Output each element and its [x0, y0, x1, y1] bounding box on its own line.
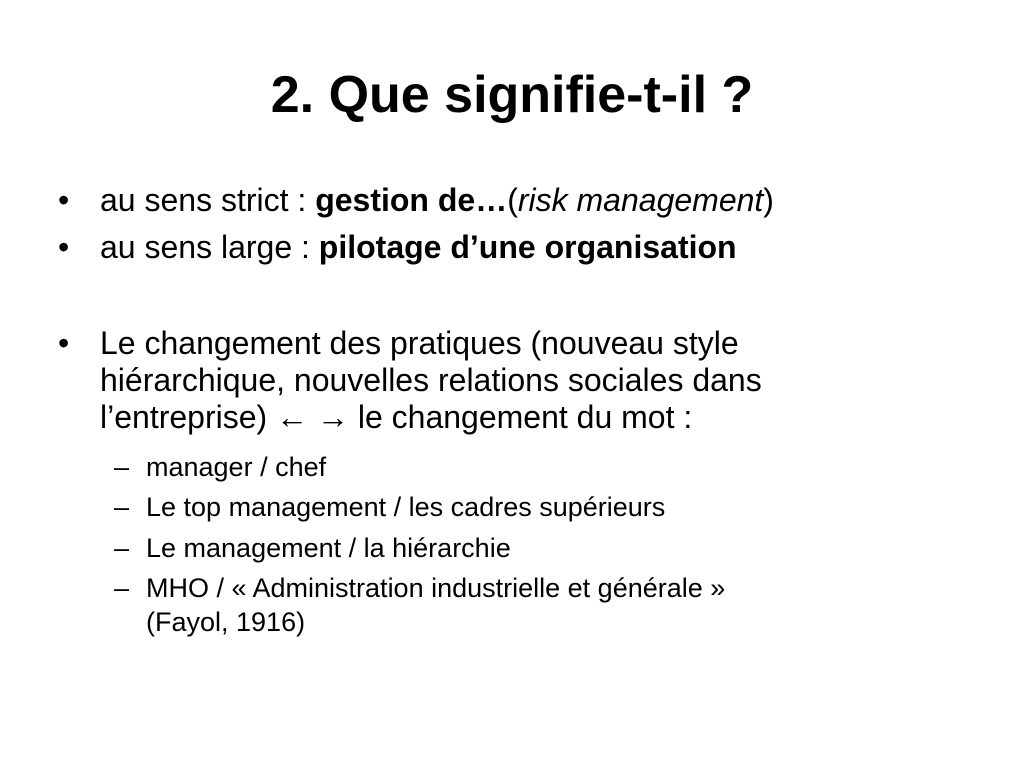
bullet-text: au sens strict :	[100, 182, 316, 218]
arrow-right-icon: →	[316, 399, 349, 435]
sub-item-text: Le top management / les cadres supérieurs	[146, 492, 666, 522]
bullet-line	[100, 399, 960, 436]
sub-marker: –	[114, 533, 130, 563]
sub-marker: –	[114, 573, 130, 603]
sub-item-text: MHO / « Administration industrielle et générale »	[146, 573, 726, 603]
bullet-italic-text: risk management	[517, 182, 764, 218]
bullet-marker: •	[58, 325, 70, 361]
sub-marker: –	[114, 492, 130, 522]
bullet-line-text: l’entreprise)	[100, 399, 277, 435]
sub-item	[114, 450, 946, 484]
sub-item	[114, 571, 946, 639]
sub-item-text: Le management / la hiérarchie	[146, 533, 511, 563]
bullet-line-text: le changement du mot :	[348, 399, 693, 435]
bullet-line: hiérarchique, nouvelles relations sociales dans	[100, 362, 762, 398]
slide-title: 2. Que signifie-t-il ?	[270, 66, 754, 124]
sub-item-text: manager / chef	[146, 452, 327, 482]
bullet-change-practices	[58, 325, 960, 436]
bullet-bold-text: pilotage d’une organisation	[318, 229, 737, 265]
sub-item	[114, 490, 946, 524]
bullet-text: au sens large :	[100, 229, 319, 265]
sub-item	[114, 531, 946, 565]
sub-marker: –	[114, 452, 130, 482]
bullet-marker: •	[58, 229, 70, 265]
bullet-broad-sense	[58, 229, 960, 266]
bullet-bold-text: gestion de…	[315, 182, 508, 218]
bullet-marker: •	[58, 182, 70, 218]
bullet-line: Le changement des pratiques (nouveau style	[100, 325, 739, 361]
paren-close: )	[763, 182, 774, 218]
paren-open: (	[507, 182, 518, 218]
arrow-left-icon: ←	[276, 399, 309, 435]
bullet-strict-sense	[58, 182, 960, 219]
sub-item-text: (Fayol, 1916)	[146, 607, 306, 637]
